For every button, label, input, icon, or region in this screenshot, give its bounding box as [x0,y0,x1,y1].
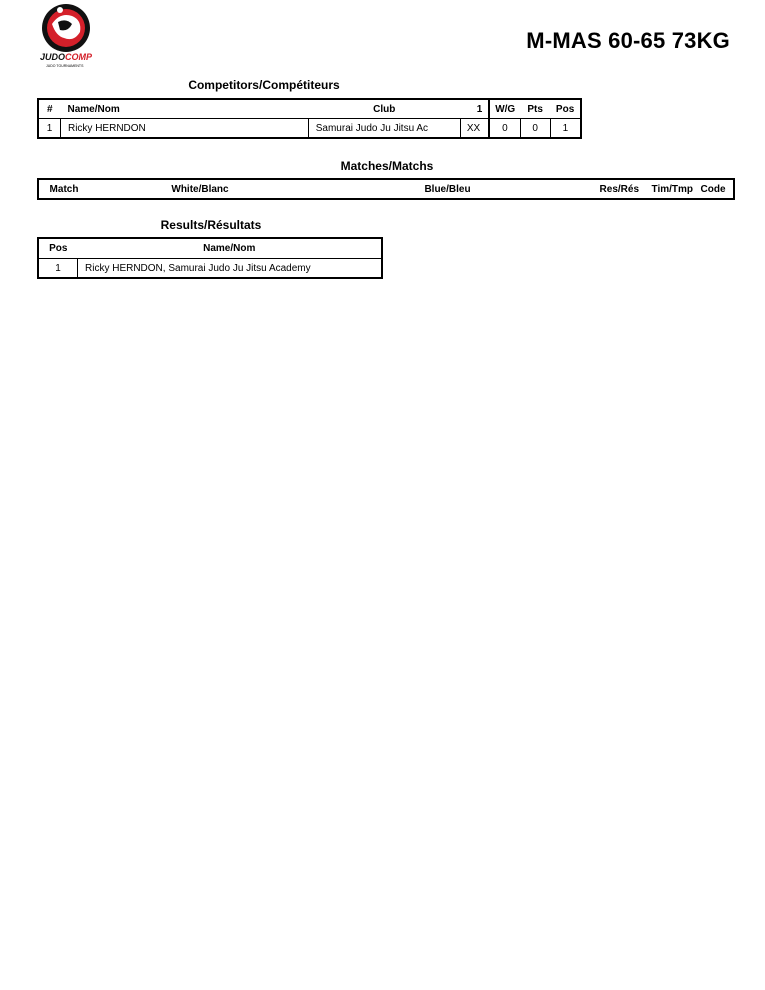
header-round-1: 1 [476,103,483,115]
competitor-club: Samurai Judo Ju Jitsu Ac [308,119,460,139]
header-time: Tim/Tmp [651,183,693,195]
header-pos: Pos [555,103,575,115]
header-pts: Pts [527,103,543,115]
matches-section-title: Matches/Matchs [340,159,434,173]
header-name: Name/Nom [203,243,256,254]
competitor-wg: 0 [489,119,520,139]
header-result: Res/Rés [599,183,639,195]
competitor-pos: 1 [550,119,581,139]
table-row [38,259,382,279]
competitors-header-row [38,99,581,119]
result-name: Ricky HERNDON, Samurai Judo Ju Jitsu Academy [78,259,383,279]
competitor-name: Ricky HERNDON [60,119,308,139]
event-title: M-MAS 60-65 73KG [526,28,730,53]
header-code: Code [700,183,726,195]
header-pos: Pos [49,243,68,254]
competitor-round-1: XX [460,119,489,139]
table-row [38,119,581,139]
header-match: Match [49,183,79,195]
results-section-title: Results/Résultats [160,218,262,232]
results-table [37,237,383,279]
header-num: # [46,103,53,115]
competitors-section-title: Competitors/Compétiteurs [188,78,340,92]
competitors-table [37,98,582,139]
matches-table [37,178,735,200]
logo-subtext: JUDO TOURNAMENTS [46,64,84,68]
matches-header-row [38,179,734,199]
results-header-row [38,238,382,259]
header-wg: W/G [489,99,520,119]
header-name: Name/Nom [67,103,120,115]
judocomp-logo-icon: JUDOCOMP JUDO TOURNAMENTS [38,2,98,72]
header-blue: Blue/Bleu [424,183,471,195]
header-club: Club [373,103,396,115]
header-white: White/Blanc [171,183,229,195]
result-pos: 1 [38,259,78,279]
competitor-pts: 0 [520,119,550,139]
competitor-num: 1 [38,119,60,139]
